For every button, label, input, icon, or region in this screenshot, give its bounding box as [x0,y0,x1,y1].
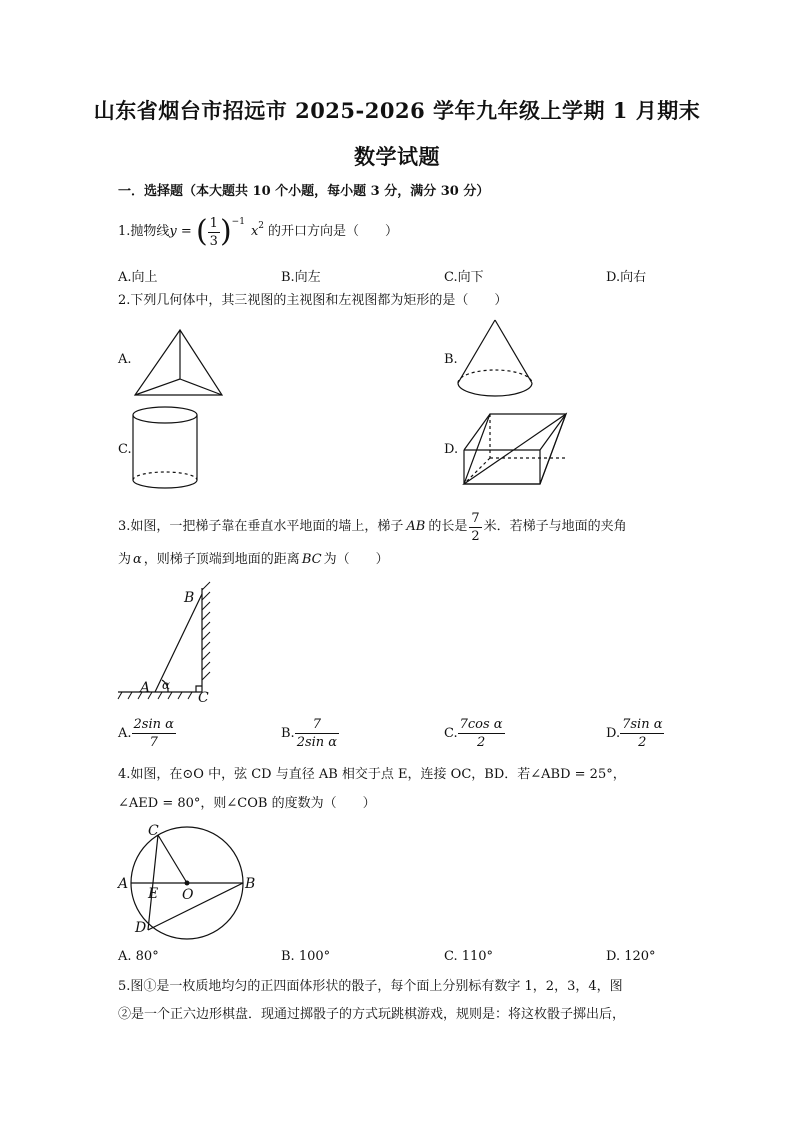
q1-right-paren: ) [219,214,232,249]
question-4-line-2: ∠AED = 80°，则∠COB 的度数为（ ） [118,796,376,811]
circle-label-a: A [118,876,129,892]
cylinder-figure [130,405,200,493]
circle-figure [118,820,268,945]
q3-option-d-denominator: 2 [638,735,647,750]
circle-label-b: B [245,876,256,892]
q1-option-a: A.向上 [118,270,158,285]
q3-option-d-label: D. [606,726,621,741]
q3-option-c [444,716,505,751]
q4-option-b: B. 100° [281,949,331,964]
q3-ab: AB [406,519,426,534]
question-5-line-1: 5.图①是一枚质地均匀的正四面体形状的骰子，每个面上分别标有数字 1，2，3，4，图 [118,979,623,994]
q3-option-c-fraction [458,716,505,751]
pyramid-figure [130,327,230,397]
q4-option-c: C. 110° [444,949,494,964]
q1-eq: = [176,224,196,239]
q2-label-a: A. [118,352,132,367]
ladder-label-alpha: α [162,678,171,692]
q3-option-a-denominator: 7 [149,735,158,750]
question-3-line-2 [118,551,389,569]
ladder-label-c: C [198,690,209,706]
q1-exponent: −1 [231,217,245,227]
question-5-line-2: ②是一个正六边形棋盘．现通过掷骰子的方式玩跳棋游戏，规则是：将这枚骰子掷出后， [118,1007,626,1022]
q2-label-b: B. [444,352,458,367]
q1-y: y [169,224,177,239]
q1-option-d: D.向右 [606,270,647,285]
q3-option-b-numerator: 7 [295,716,339,734]
q1-option-c: C.向下 [444,270,484,285]
q3-line1-c: 米．若梯子与地面的夹角 [483,519,627,534]
q3-option-d-fraction [620,716,664,751]
q2-label-c: C. [118,442,132,457]
title-line-1: 山东省烟台市招远市 2025-2026 学年九年级上学期 1 月期末 [93,98,701,123]
q3-option-a-numerator: 2sin α [133,717,174,732]
question-4-line-1: 4.如图，在⊙O 中，弦 CD 与直径 AB 相交于点 E，连接 OC，BD．若∠ABD = 25°， [118,767,626,782]
q3-option-d [606,716,664,751]
q1-suffix: 的开口方向是（ ） [268,224,399,239]
q4-option-d: D. 120° [606,949,656,964]
q3-option-a [118,716,176,751]
center-point [185,881,190,886]
q1-left-paren: ( [195,214,208,249]
q1-prefix: 1.抛物线 [118,224,170,239]
q3-alpha: α [133,552,142,567]
q3-option-b-label: B. [281,726,295,741]
ladder-figure [118,582,228,704]
q3-option-c-denominator: 2 [476,735,486,750]
q3-fraction [469,510,481,545]
q3-option-a-fraction [132,716,176,751]
q2-label-d: D. [444,442,459,457]
question-3-line-1 [118,508,627,546]
q4-option-a: A. 80° [118,949,159,964]
q3-option-b-fraction [295,716,339,751]
q3-frac-denominator: 2 [471,528,480,544]
question-1 [118,212,398,252]
q3-bc: BC [301,552,322,567]
q3-option-b [281,716,339,751]
q3-line2-b: ，则梯子顶端到地面的距离 [143,552,300,567]
question-2: 2.下列几何体中，其三视图的主视图和左视图都为矩形的是（ ） [118,293,508,308]
q3-frac-numerator: 7 [471,510,480,526]
q1-frac-numerator: 1 [209,215,218,231]
circle-label-e: E [148,886,159,902]
ladder-label-b: B [184,590,195,606]
section-heading: 一．选择题（本大题共 10 个小题，每小题 3 分，满分 30 分） [118,184,490,199]
q1-frac-denominator: 3 [209,233,218,249]
circle-label-c: C [148,823,159,839]
q3-line2-c: 为（ ） [323,552,389,567]
q3-line1-a: 3.如图，一把梯子靠在垂直水平地面的墙上，梯子 [118,519,404,534]
q3-option-a-label: A. [118,726,132,741]
q1-x: x [250,224,259,239]
q3-option-d-numerator: 7sin α [622,717,663,732]
q3-option-c-label: C. [444,726,458,741]
q3-option-c-numerator: 7cos α [459,717,503,732]
cone-figure [455,318,535,402]
q3-option-b-denominator: 2sin α [296,735,338,750]
q1-x-exponent: 2 [258,221,265,231]
circle-label-d: D [135,920,147,936]
q3-line1-b: 的长是 [428,519,468,534]
title-line-2: 数学试题 [354,144,440,169]
q1-fraction [208,215,220,250]
q3-line2-a: 为 [118,552,132,567]
prism-figure [462,410,572,490]
ladder-label-a: A [140,680,151,696]
circle-label-o: O [182,887,194,903]
q1-option-b: B.向左 [281,270,321,285]
